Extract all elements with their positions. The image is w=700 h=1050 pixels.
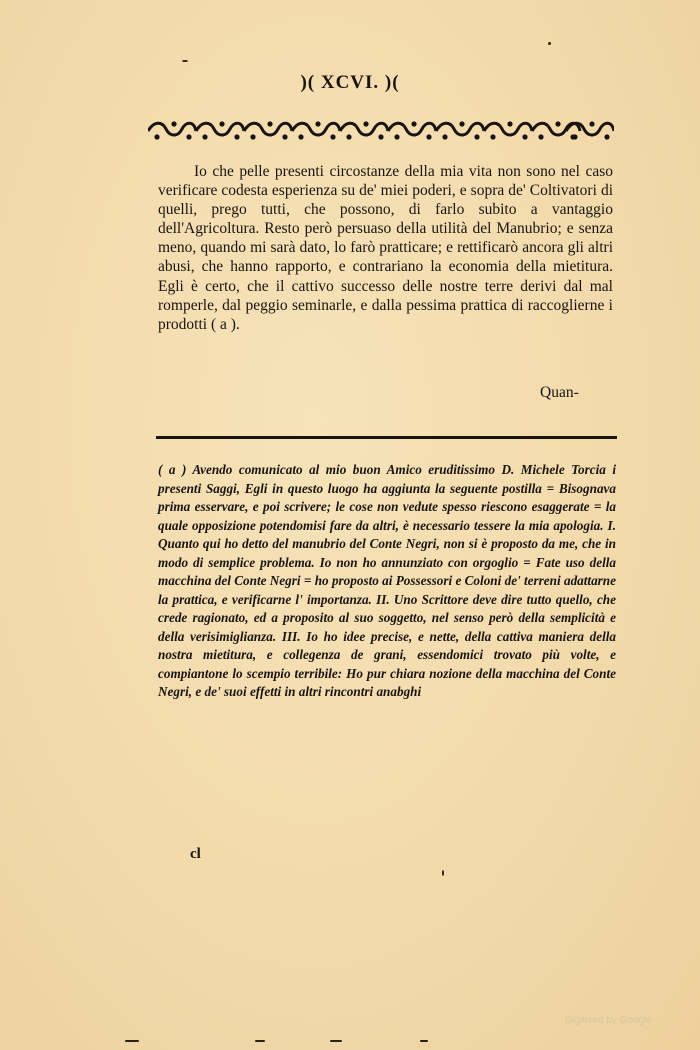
footnote-text: ( a ) Avendo comunicato al mio buon Amico eruditissimo D. Michele Torcia i presenti Saggi, Egli in questo luogo ha aggiunta la seguente postilla = Bisognava prima esservare, e poi scrivere; le cose non vedute spesso riescono esaggerate = la quale opposizione potendomisi fare da altri, è necessario tessere la mia apologia. I. Quanto qui ho detto del manubrio del Conte Negri, non si è proposto da me, che in modo di semplice problema. Io non ho annunziato con orgoglio = Fate uso della macchina del Conte Negri = ho proposto ai Possessori e Coloni de' terreni adattarne la prattica, e verificarne l' importanza. II. Uno Scrittore deve dire tutto quello, che crede ragionato, ed a proposito al suo soggetto, nel senso però della semplicità e della verisimiglianza. III. Io ho idee precise, e nette, della cattiva maniera della nostra mietitura, e collegenza de grani, essendomici trovato più volte, e compiantone lo scempio terribile: Ho pur chiara nozione della macchina del Conte Negri, e de' suoi effetti in altri rincontri anabghi (158, 462, 616, 699)
ink-speck (548, 42, 551, 45)
ink-speck (255, 1040, 265, 1042)
ink-speck (420, 1040, 428, 1042)
page-header (0, 72, 700, 94)
footnote-separator-rule (156, 436, 617, 439)
page-number-roman: XCVI. (320, 72, 380, 93)
ink-speck (125, 1040, 139, 1042)
decorative-border-ornament (148, 117, 614, 145)
signature-mark: cl (190, 846, 201, 862)
digitization-watermark: Digitized by Google (565, 1015, 652, 1026)
ink-speck (442, 870, 444, 876)
main-body-paragraph: Io che pelle presenti circostanze della mia vita non sono nel caso verificare codesta esperienza su de' miei poderi, e sopra de' Coltivatori di quelli, prego tutti, che possono, di farlo subito a vantaggio dell'Agricoltura. Resto però persuaso della utilità del Manubrio; e senza meno, quando mi sarà dato, lo farò pratticare; e rettificarò ancora gli altri abusi, che hanno rapporto, e contrariano la economia della mietitura. Egli è certo, che il cattivo successo delle nostre terre derivi dal mal romperle, dal peggio seminarle, e dalla pessima prattica di raccoglierne i prodotti ( a ). (158, 163, 613, 333)
ink-speck (330, 1040, 342, 1042)
left-bracket-ornament: )( (300, 72, 316, 93)
catchword: Quan- (540, 384, 579, 401)
right-bracket-ornament: )( (384, 72, 400, 93)
ink-speck (182, 60, 188, 62)
